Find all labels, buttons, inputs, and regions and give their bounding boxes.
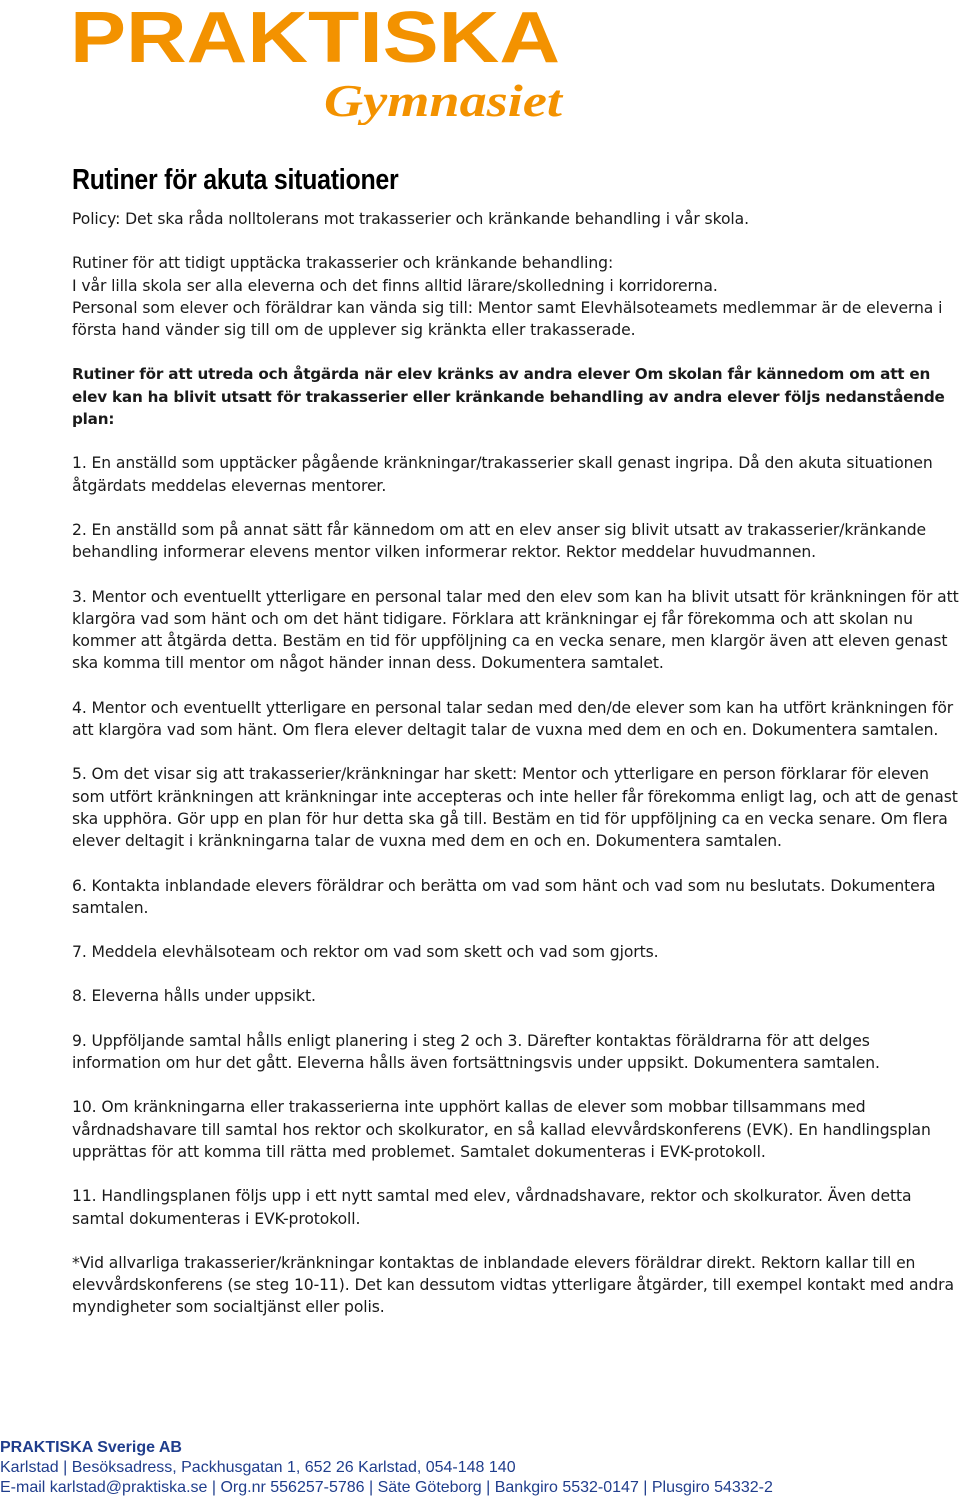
step-2: 2. En anställd som på annat sätt får kännedom om att en elev anser sig blivit utsatt av trakasserier/kränkande behandling informerar elevens mentor vilken informerar rektor. Rektor meddelar huvudmannen. bbox=[72, 520, 926, 562]
praktiska-logo-graphic bbox=[66, 0, 566, 125]
document-body bbox=[72, 160, 960, 1319]
investigation-heading: Rutiner för att utreda och åtgärda när elev kränks av andra elever Om skolan får kännedom om att en elev kan ha blivit utsatt för trakasserier eller kränkande behandling av andra elever följs nedanstående plan: bbox=[72, 365, 945, 429]
step-5: 5. Om det visar sig att trakasserier/kränkningar har skett: Mentor och ytterligare en person förklarar för eleven som utfört kränkningen att kränkningar inte accepteras och inte heller får förekomma enligt lag, och att de genast ska upphöra. Gör upp en plan för hur detta ska gå till. Bestäm en tid för uppföljning ca en vecka senare. Om flera elever deltagit i kränkningarna talar de vuxna med dem en och en. Dokumentera samtalen. bbox=[72, 765, 958, 851]
step-9: 9. Uppföljande samtal hålls enligt planering i steg 2 och 3. Därefter kontaktas föräldrarna för att delges information om hur det gått. Eleverna hålls även fortsättningsvis under uppsikt. Dokumentera samtalen. bbox=[72, 1031, 880, 1073]
step-6: 6. Kontakta inblandade elevers föräldrar och berätta om vad som hänt och vad som nu beslutats. Dokumentera samtalen. bbox=[72, 876, 936, 917]
page-title: Rutiner för akuta situationer bbox=[72, 164, 399, 196]
step-8: 8. Eleverna hålls under uppsikt. bbox=[72, 987, 316, 1006]
step-10: 10. Om kränkningarna eller trakasserierna inte upphört kallas de elever som mobbar tillsammans med vårdnadshavare till samtal hos rektor och skolkurator, en så kallad elevvårdskonferens (EVK). En handlingsplan upprättas för att komma till rätta med problemet. Samtalet dokumenteras i EVK-protokoll. bbox=[72, 1098, 931, 1161]
logo-brand-text: PRAKTISKA bbox=[70, 0, 560, 78]
praktiska-logo bbox=[66, 0, 566, 125]
serious-cases-note: *Vid allvarliga trakasserier/kränkningar kontaktas de inblandade elevers föräldrar direkt. Rektorn kallar till en elevvårdskonferens (se steg 10-11). Det kan dessutom vidtas ytterligare åtgärder, till exempel kontakt med andra myndigheter som socialtjänst eller polis. bbox=[72, 1253, 954, 1317]
footer-contact-line: E-mail karlstad@praktiska.se | Org.nr 556257-5786 | Säte Göteborg | Bankgiro 5532-0147 | Plusgiro 54332-2 bbox=[0, 1479, 773, 1496]
step-3: 3. Mentor och eventuellt ytterligare en personal talar med den elev som kan ha blivit utsatt för kränkningen för att klargöra vad som hänt och om det hänt tidigare. Förklara att kränkningar ej får förekomma och att skolan nu kommer att åtgärda detta. Bestäm en tid för uppföljning ca en vecka senare, men klargör även att eleven genast ska komma till mentor om något händer innan dess. Dokumentera samtalet. bbox=[72, 587, 959, 673]
early-detection-text-2: Personal som elever och föräldrar kan vända sig till: Mentor samt Elevhälsoteamets medlemmar är de eleverna i första hand vänder sig till om de upplever sig kränkta eller trakasserade. bbox=[72, 298, 943, 340]
page-footer bbox=[0, 1438, 960, 1498]
policy-statement: Policy: Det ska råda nolltolerans mot trakasserier och kränkande behandling i vår skola. bbox=[72, 210, 749, 228]
step-1: 1. En anställd som upptäcker pågående kränkningar/trakasserier skall genast ingripa. Då den akuta situationen åtgärdats meddelas elevernas mentorer. bbox=[72, 454, 933, 495]
step-4: 4. Mentor och eventuellt ytterligare en personal talar sedan med den/de elever som kan ha utfört kränkningen för att klargöra vad som hänt. Om flera elever deltagit talar de vuxna med dem en och en. Dokumentera samtalen. bbox=[72, 698, 954, 740]
footer-address: Karlstad | Besöksadress, Packhusgatan 1, 652 26 Karlstad, 054-148 140 bbox=[0, 1459, 516, 1476]
logo-sub-text: Gymnasiet bbox=[324, 75, 564, 125]
early-detection-text-1: I vår lilla skola ser alla eleverna och det finns alltid lärare/skolledning i korridorerna. bbox=[72, 276, 718, 295]
step-7: 7. Meddela elevhälsoteam och rektor om vad som skett och vad som gjorts. bbox=[72, 943, 659, 962]
early-detection-heading: Rutiner för att tidigt upptäcka trakasserier och kränkande behandling: bbox=[72, 254, 614, 273]
step-11: 11. Handlingsplanen följs upp i ett nytt samtal med elev, vårdnadshavare, rektor och skolkurator. Även detta samtal dokumenteras i EVK-protokoll. bbox=[72, 1187, 912, 1228]
footer-company-name: PRAKTISKA Sverige AB bbox=[0, 1439, 182, 1456]
